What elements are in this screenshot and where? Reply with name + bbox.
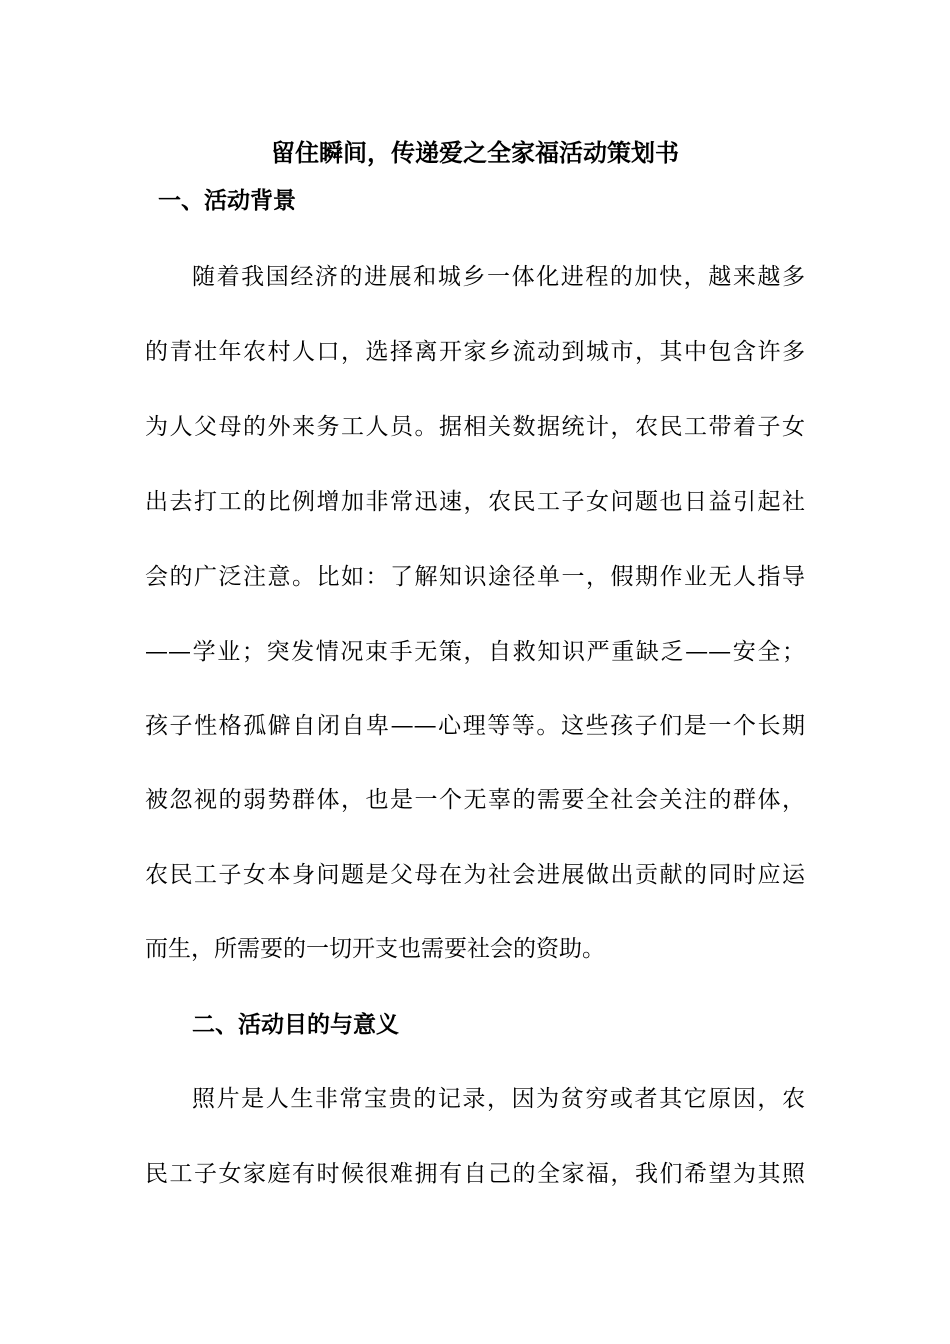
paragraph-line: 孩子性格孤僻自闭自卑——心理等等。这些孩子们是一个长期 [145, 713, 805, 739]
section-heading-background: 一、活动背景 [158, 187, 296, 214]
paragraph-line: 民工子女家庭有时候很难拥有自己的全家福，我们希望为其照 [145, 1161, 805, 1187]
paragraph-line: 而生，所需要的一切开支也需要社会的资助。 [145, 936, 605, 962]
document-title: 留住瞬间，传递爱之全家福活动策划书 [271, 138, 679, 167]
paragraph-line: 会的广泛注意。比如：了解知识途径单一，假期作业无人指导 [145, 564, 805, 590]
paragraph-line: 农民工子女本身问题是父母在为社会进展做出贡献的同时应运 [145, 862, 805, 888]
paragraph-line: 随着我国经济的进展和城乡一体化进程的加快，越来越多 [192, 264, 805, 290]
paragraph-line: 出去打工的比例增加非常迅速，农民工子女问题也日益引起社 [145, 489, 805, 515]
section-heading-purpose: 二、活动目的与意义 [192, 1011, 399, 1038]
paragraph-line: 被忽视的弱势群体，也是一个无辜的需要全社会关注的群体， [145, 787, 805, 813]
paragraph-line: 为人父母的外来务工人员。据相关数据统计，农民工带着子女 [145, 414, 805, 440]
paragraph-line: ——学业；突发情况束手无策，自救知识严重缺乏——安全； [145, 639, 805, 665]
paragraph-line: 照片是人生非常宝贵的记录，因为贫穷或者其它原因，农 [192, 1086, 805, 1112]
paragraph-line: 的青壮年农村人口，选择离开家乡流动到城市，其中包含许多 [145, 339, 805, 365]
